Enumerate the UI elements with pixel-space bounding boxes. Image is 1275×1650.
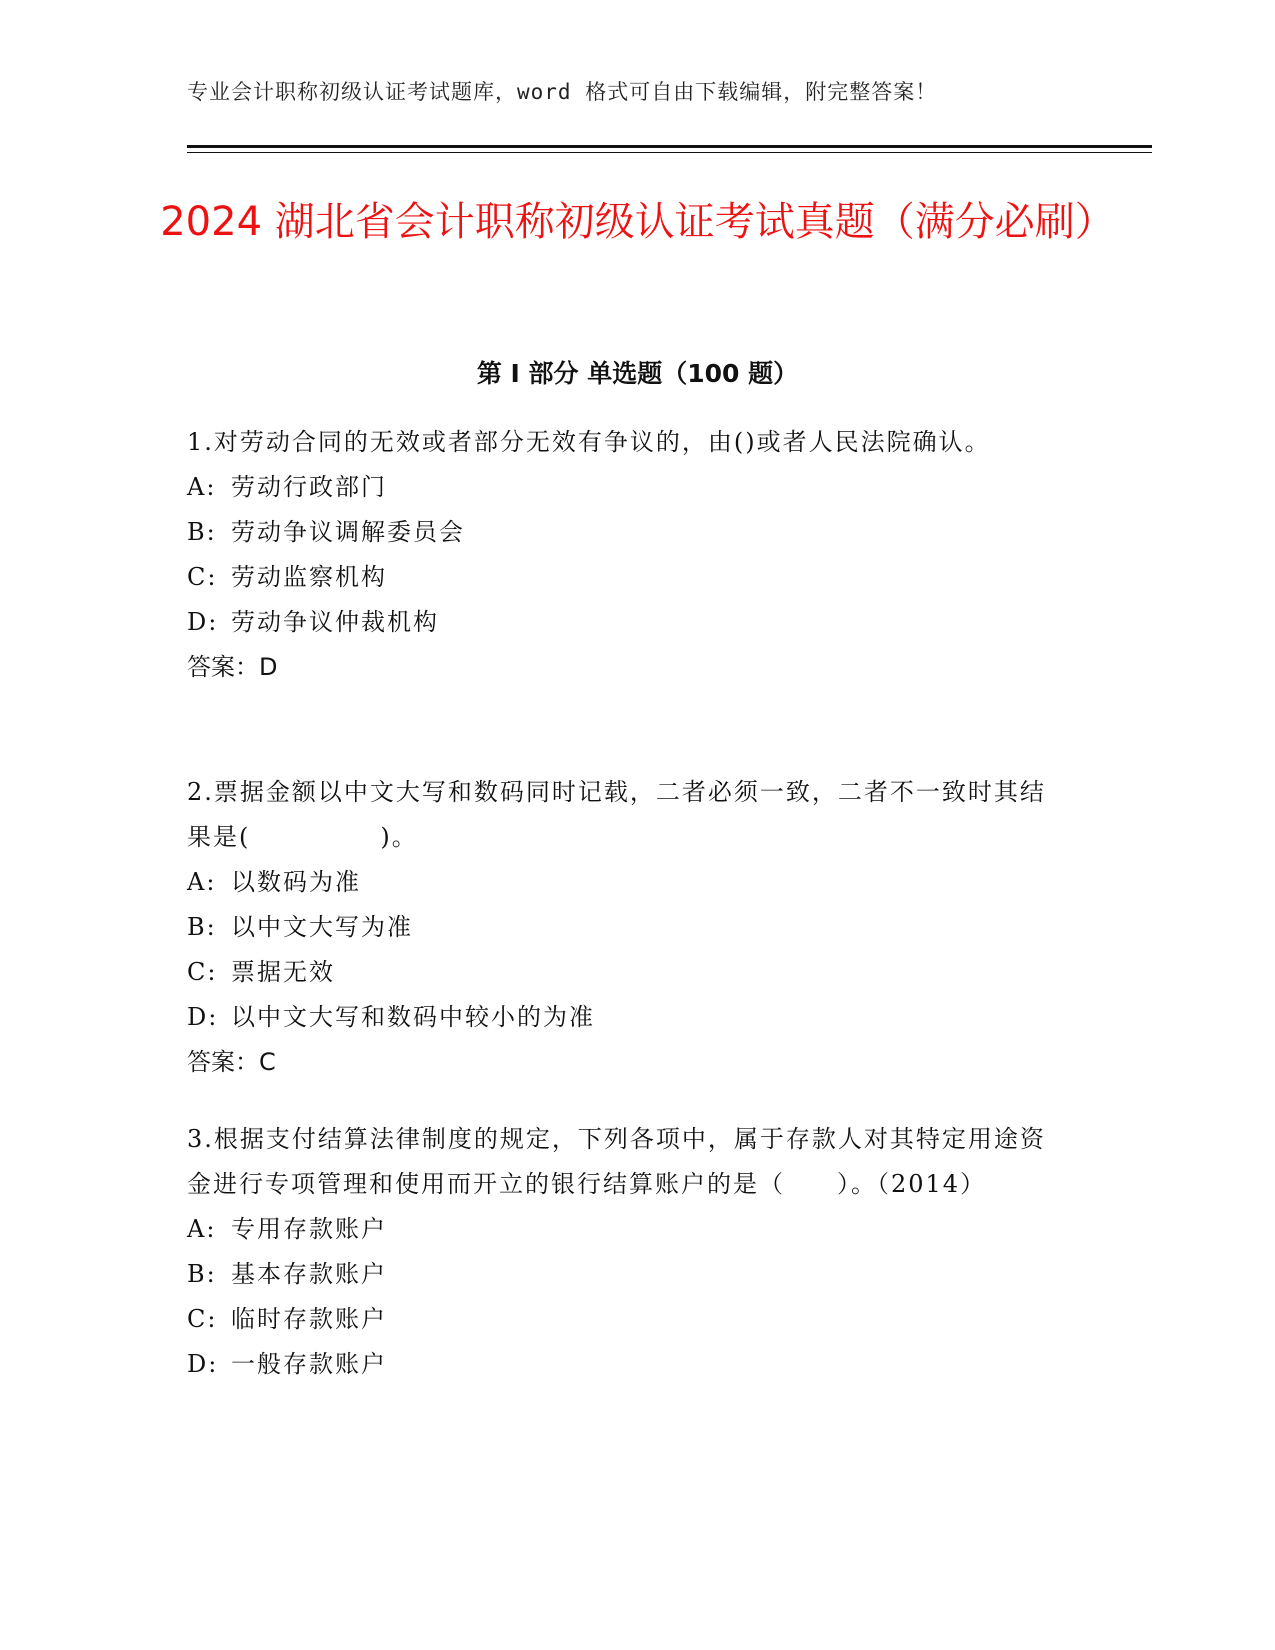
question-stem: 1.对劳动合同的无效或者部分无效有争议的，由()或者人民法院确认。 <box>187 428 991 456</box>
question-stem: 2.票据金额以中文大写和数码同时记载，二者必须一致，二者不一致时其结果是( )。 <box>187 778 1046 851</box>
option-letter: D: <box>187 1350 219 1378</box>
header-note: 专业会计职称初级认证考试题库，word 格式可自由下载编辑，附完整答案！ <box>187 80 938 104</box>
option-text: 临时存款账户 <box>231 1305 387 1333</box>
header-rule-thick <box>187 145 1152 148</box>
option-letter: A: <box>187 473 217 501</box>
option-text: 劳动争议调解委员会 <box>231 518 465 546</box>
question-1 <box>187 420 1067 690</box>
option-text: 基本存款账户 <box>231 1260 387 1288</box>
option-text: 票据无效 <box>231 958 335 986</box>
option-c <box>187 1297 1067 1342</box>
option-letter: C: <box>187 563 218 591</box>
option-text: 一般存款账户 <box>231 1350 387 1378</box>
header-rule-thin <box>187 152 1152 153</box>
option-c <box>187 555 1067 600</box>
option-a <box>187 465 1067 510</box>
option-text: 劳动监察机构 <box>231 563 387 591</box>
section-title: 第 I 部分 单选题（100 题） <box>476 359 799 388</box>
option-text: 以中文大写为准 <box>231 913 413 941</box>
document-title: 2024 湖北省会计职称初级认证考试真题（满分必刷） <box>160 199 1115 245</box>
option-c <box>187 950 1067 995</box>
option-text: 以中文大写和数码中较小的为准 <box>231 1003 595 1031</box>
option-letter: B: <box>187 1260 217 1288</box>
question-3 <box>187 1117 1067 1387</box>
option-letter: B: <box>187 518 217 546</box>
question-2 <box>187 770 1067 1085</box>
option-a <box>187 1207 1067 1252</box>
option-letter: A: <box>187 1215 217 1243</box>
option-b <box>187 1252 1067 1297</box>
option-letter: B: <box>187 913 217 941</box>
option-letter: D: <box>187 1003 219 1031</box>
option-d <box>187 995 1067 1040</box>
option-text: 专用存款账户 <box>231 1215 387 1243</box>
option-a <box>187 860 1067 905</box>
question-stem: 3.根据支付结算法律制度的规定，下列各项中，属于存款人对其特定用途资金进行专项管理和使用而开立的银行结算账户的是（ ）。（2014） <box>187 1125 1046 1198</box>
option-text: 以数码为准 <box>231 868 361 896</box>
option-d <box>187 600 1067 645</box>
option-b <box>187 510 1067 555</box>
option-letter: D: <box>187 608 219 636</box>
option-letter: C: <box>187 1305 218 1333</box>
option-text: 劳动争议仲裁机构 <box>231 608 439 636</box>
option-letter: C: <box>187 958 218 986</box>
option-d <box>187 1342 1067 1387</box>
option-letter: A: <box>187 868 217 896</box>
option-b <box>187 905 1067 950</box>
answer: 答案：D <box>187 653 278 681</box>
answer: 答案：C <box>187 1048 276 1076</box>
option-text: 劳动行政部门 <box>231 473 387 501</box>
